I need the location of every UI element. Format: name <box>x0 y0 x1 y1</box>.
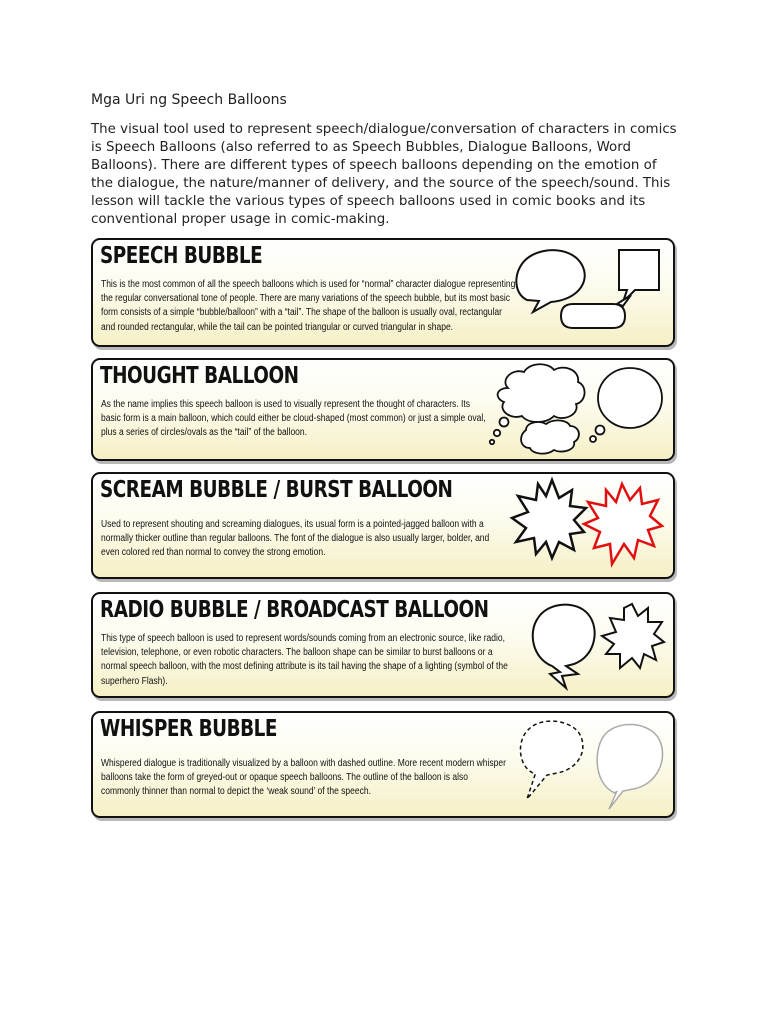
panel-radio-bubble <box>91 592 675 698</box>
cloud-balloon-icon <box>498 364 585 422</box>
thought-tail-circle-icon <box>500 418 509 427</box>
thought-tail-circle-icon <box>494 430 500 436</box>
whisper-bubble-illustration <box>507 713 667 815</box>
thought-tail-circle-icon <box>596 426 605 435</box>
panel-description: This is the most common of all the speech balloons which is used for “normal” character dialogue representing the regular conversational tone of people. There are many variations of the speech bubble, but its most basic form consists of a simple “bubble/balloon” with a “tail”. The shape of the balloon is usually oval, rectangular and rounded rectangular, while the tail can be pointed triangular or curved triangular in shape. <box>101 279 516 333</box>
panel-title: RADIO BUBBLE / BROADCAST BALLOON <box>100 597 489 623</box>
panel-thought-balloon <box>91 358 675 461</box>
document-intro: The visual tool used to represent speech/dialogue/conversation of characters in comics is Speech Balloons (also referred to as Speech Bubbles, Dialogue Balloons, Word Balloons). There are different types of speech balloons depending on the emotion of the dialogue, the nature/manner of delivery, and the source of the speech/sound. This lesson will tackle the various types of speech balloons used in comic books and its conventional proper usage in comic-making. <box>91 122 677 227</box>
thought-balloon-illustration <box>482 360 667 458</box>
panel-title: WHISPER BUBBLE <box>100 716 278 742</box>
dashed-balloon-icon <box>520 721 582 799</box>
panel-whisper-bubble <box>91 711 675 818</box>
speech-bubble-illustration <box>507 240 667 344</box>
grey-balloon-icon <box>597 724 662 809</box>
cloud-balloon-icon <box>521 420 579 453</box>
thought-tail-circle-icon <box>590 436 596 442</box>
panel-description: Whispered dialogue is traditionally visualized by a balloon with dashed outline. More recent modern whisper balloons take the form of greyed-out or opaque speech balloons. The outline of the balloon is also commonly thinner than normal to depict the ‘weak sound’ of the speech. <box>101 758 506 798</box>
panel-title: THOUGHT BALLOON <box>100 363 299 389</box>
panel-title: SCREAM BUBBLE / BURST BALLOON <box>100 477 453 503</box>
burst-balloon-icon <box>602 604 664 668</box>
rounded-rectangle-balloon-icon <box>561 295 631 328</box>
burst-balloon-icon <box>512 480 586 558</box>
red-burst-balloon-icon <box>584 484 662 564</box>
lightning-tail-balloon-icon <box>533 605 595 688</box>
panel-description: As the name implies this speech balloon is used to visually represent the thought of characters. Its basic form is a main balloon, which could either be cloud-shaped (most common) or just a simple oval, plus a series of circles/ovals as the “tail” of the balloon. <box>101 399 486 439</box>
document-title: Mga Uri ng Speech Balloons <box>91 92 287 108</box>
panel-speech-bubble <box>91 238 675 347</box>
oval-thought-balloon-icon <box>598 368 662 428</box>
thought-tail-circle-icon <box>490 440 494 444</box>
oval-balloon-icon <box>516 250 584 312</box>
radio-bubble-illustration <box>522 594 667 695</box>
panel-description: Used to represent shouting and screaming dialogues, its usual form is a pointed-jagged balloon with a normally thicker outline than regular balloons. The font of the dialogue is also usually larger, bolder, and even colored red than normal to convey the strong emotion. <box>101 519 490 559</box>
scream-bubble-illustration <box>502 474 667 576</box>
rectangle-balloon-icon <box>619 250 659 302</box>
panel-title: SPEECH BUBBLE <box>100 243 263 269</box>
panel-description: This type of speech balloon is used to represent words/sounds coming from an electronic source, like radio, television, telephone, or even robotic characters. The balloon shape can be similar to burst balloons or a normal speech balloon, with the most defining attribute is its tail having the shape of a lighting (symbol of the superhero Flash). <box>101 633 508 687</box>
panel-scream-bubble <box>91 472 675 579</box>
